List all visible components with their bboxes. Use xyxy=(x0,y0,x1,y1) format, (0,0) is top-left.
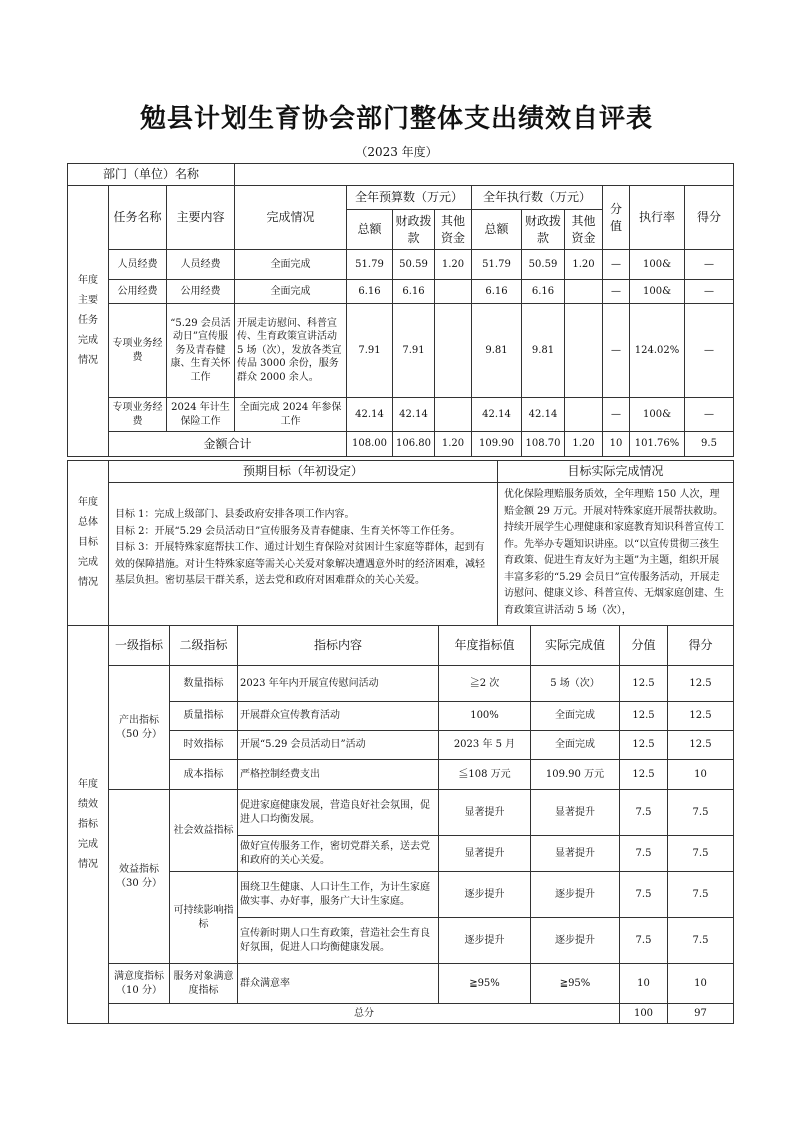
section-label-main-tasks: 年度 主要 任务 完成 情况 xyxy=(68,186,109,457)
header-actual: 实际完成值 xyxy=(531,626,620,666)
budget-table xyxy=(67,163,734,457)
header-level1: 一级指标 xyxy=(109,626,170,666)
dept-label: 部门（单位）名称 xyxy=(68,164,235,186)
header-budget-other: 其他资金 xyxy=(435,210,472,250)
header-score-value: 分值 xyxy=(603,186,630,250)
table-row: 质量指标 开展群众宣传教育活动 100% 全面完成 12.5 12.5 xyxy=(68,702,734,731)
header-level2: 二级指标 xyxy=(170,626,238,666)
table-row: 效益指标（30 分） 社会效益指标 促进家庭健康发展，营造良好社会氛围，促进人口均衡发展。 显著提升 显著提升 7.5 7.5 xyxy=(68,790,734,836)
table-row: 宣传新时期人口生育政策，营造社会生育良好氛围，促进人口均衡健康发展。 逐步提升 逐步提升 7.5 7.5 xyxy=(68,918,734,964)
page-title: 勉县计划生育协会部门整体支出绩效自评表 xyxy=(139,104,653,134)
table-row: 人员经费 人员经费 全面完成 51.79 50.59 1.20 51.79 50.59 1.20 — 100& — xyxy=(68,250,734,280)
header-task-name: 任务名称 xyxy=(109,186,167,250)
table-row: 满意度指标（10 分） 服务对象满意度指标 群众满意率 ≧95% ≧95% 10 10 xyxy=(68,964,734,1004)
table-row: 时效指标 开展“5.29 会员活动日”活动 2023 年 5 月 全面完成 12.5 12.5 xyxy=(68,731,734,760)
expected-goals-header: 预期目标（年初设定） xyxy=(109,461,498,483)
header-exec-other: 其他资金 xyxy=(565,210,603,250)
expected-goals-text: 目标 1：完成上级部门、县委政府安排各项工作内容。 目标 2：开展“5.29 会员活动日”宣传服务及青春健康、生育关怀等工作任务。 目标 3：开展特殊家庭帮扶工作、通过计划生育保险对贫困计生家庭等群体，起到有效的保障措施。对计生特殊家庭等需关心关爱对象解决遭遇意外时的经济困难，减轻基层负担。密切基层干群关系，送去党和政府对困难群众的关心关爱。 xyxy=(109,483,498,626)
header-score: 得分 xyxy=(685,186,734,250)
header-budget-total: 总额 xyxy=(347,210,393,250)
header-rate: 执行率 xyxy=(630,186,685,250)
header-exec: 全年执行数（万元） xyxy=(472,186,603,210)
social-benefit-label: 社会效益指标 xyxy=(170,790,238,872)
header-target: 年度指标值 xyxy=(439,626,531,666)
actual-goals-text: 优化保险理赔服务质效，全年理赔 150 人次，理赔金额 29 万元。开展对特殊家庭开展帮扶救助。持续开展学生心理健康和家庭教育知识科普宣传工作。先举办专题知识讲座。以“以宣传贯彻三孩生育政策、促进生育友好为主题”为主题，组织开展丰富多彩的“5.29 会员日”宣传服务活动，开展走访慰问、健康义诊、科普宣传、无烟家庭创建、生育政策宣讲活动 5 场（次）， xyxy=(498,483,734,626)
table-row: 专项业务经费 2024 年计生保险工作 全面完成 2024 年参保工作 42.14 42.14 42.14 42.14 — 100& — xyxy=(68,398,734,432)
header-indicator-content: 指标内容 xyxy=(238,626,439,666)
section-label-performance: 年度 绩效 指标 完成 情况 xyxy=(68,626,109,1024)
sustainable-impact-label: 可持续影响指标 xyxy=(170,872,238,964)
actual-goals-header: 目标实际完成情况 xyxy=(498,461,734,483)
total-row: 总分 100 97 xyxy=(68,1004,734,1024)
section-label-overall-goals: 年度 总体 目标 完成 情况 xyxy=(68,461,109,626)
header-main-content: 主要内容 xyxy=(167,186,235,250)
output-indicator-label: 产出指标（50 分） xyxy=(109,666,170,790)
header-exec-fin: 财政拨款 xyxy=(522,210,565,250)
header-value: 分值 xyxy=(620,626,668,666)
table-row: 产出指标（50 分） 数量指标 2023 年年内开展宣传慰问活动 ≧2 次 5 场（次） 12.5 12.5 xyxy=(68,666,734,702)
table-row: 可持续影响指标 围绕卫生健康、人口计生工作，为计生家庭做实事、办好事，服务广大计生家庭。 逐步提升 逐步提升 7.5 7.5 xyxy=(68,872,734,918)
sum-row: 金额合计 108.00 106.80 1.20 109.90 108.70 1.20 10 101.76% 9.5 xyxy=(68,432,734,457)
header-status: 完成情况 xyxy=(235,186,347,250)
header-budget: 全年预算数（万元） xyxy=(347,186,472,210)
header-budget-fin: 财政拨款 xyxy=(393,210,435,250)
table-row: 公用经费 公用经费 全面完成 6.16 6.16 6.16 6.16 — 100& — xyxy=(68,280,734,304)
table-row: 专项业务经费 “5.29 会员活动日”宣传服务及青春健康、生育关怀工作 开展走访慰问、科普宣传、生育政策宣讲活动 5 场（次），发放各类宣传品 3000 余份，服务群众 2000 余人。 7.91 7.91 9.81 9.81 — 124.02% — xyxy=(68,304,734,398)
satisfaction-indicator-label: 满意度指标（10 分） xyxy=(109,964,170,1004)
table-row: 成本指标 严格控制经费支出 ≦108 万元 109.90 万元 12.5 10 xyxy=(68,760,734,790)
page-subtitle: （2023 年度） xyxy=(355,145,438,159)
header-exec-total: 总额 xyxy=(472,210,522,250)
table-row: 做好宣传服务工作，密切党群关系，送去党和政府的关心关爱。 显著提升 显著提升 7.5 7.5 xyxy=(68,836,734,872)
header-score: 得分 xyxy=(668,626,734,666)
performance-table xyxy=(67,625,734,1024)
effect-indicator-label: 效益指标（30 分） xyxy=(109,790,170,964)
goals-table xyxy=(67,460,734,626)
dept-value xyxy=(235,164,734,186)
